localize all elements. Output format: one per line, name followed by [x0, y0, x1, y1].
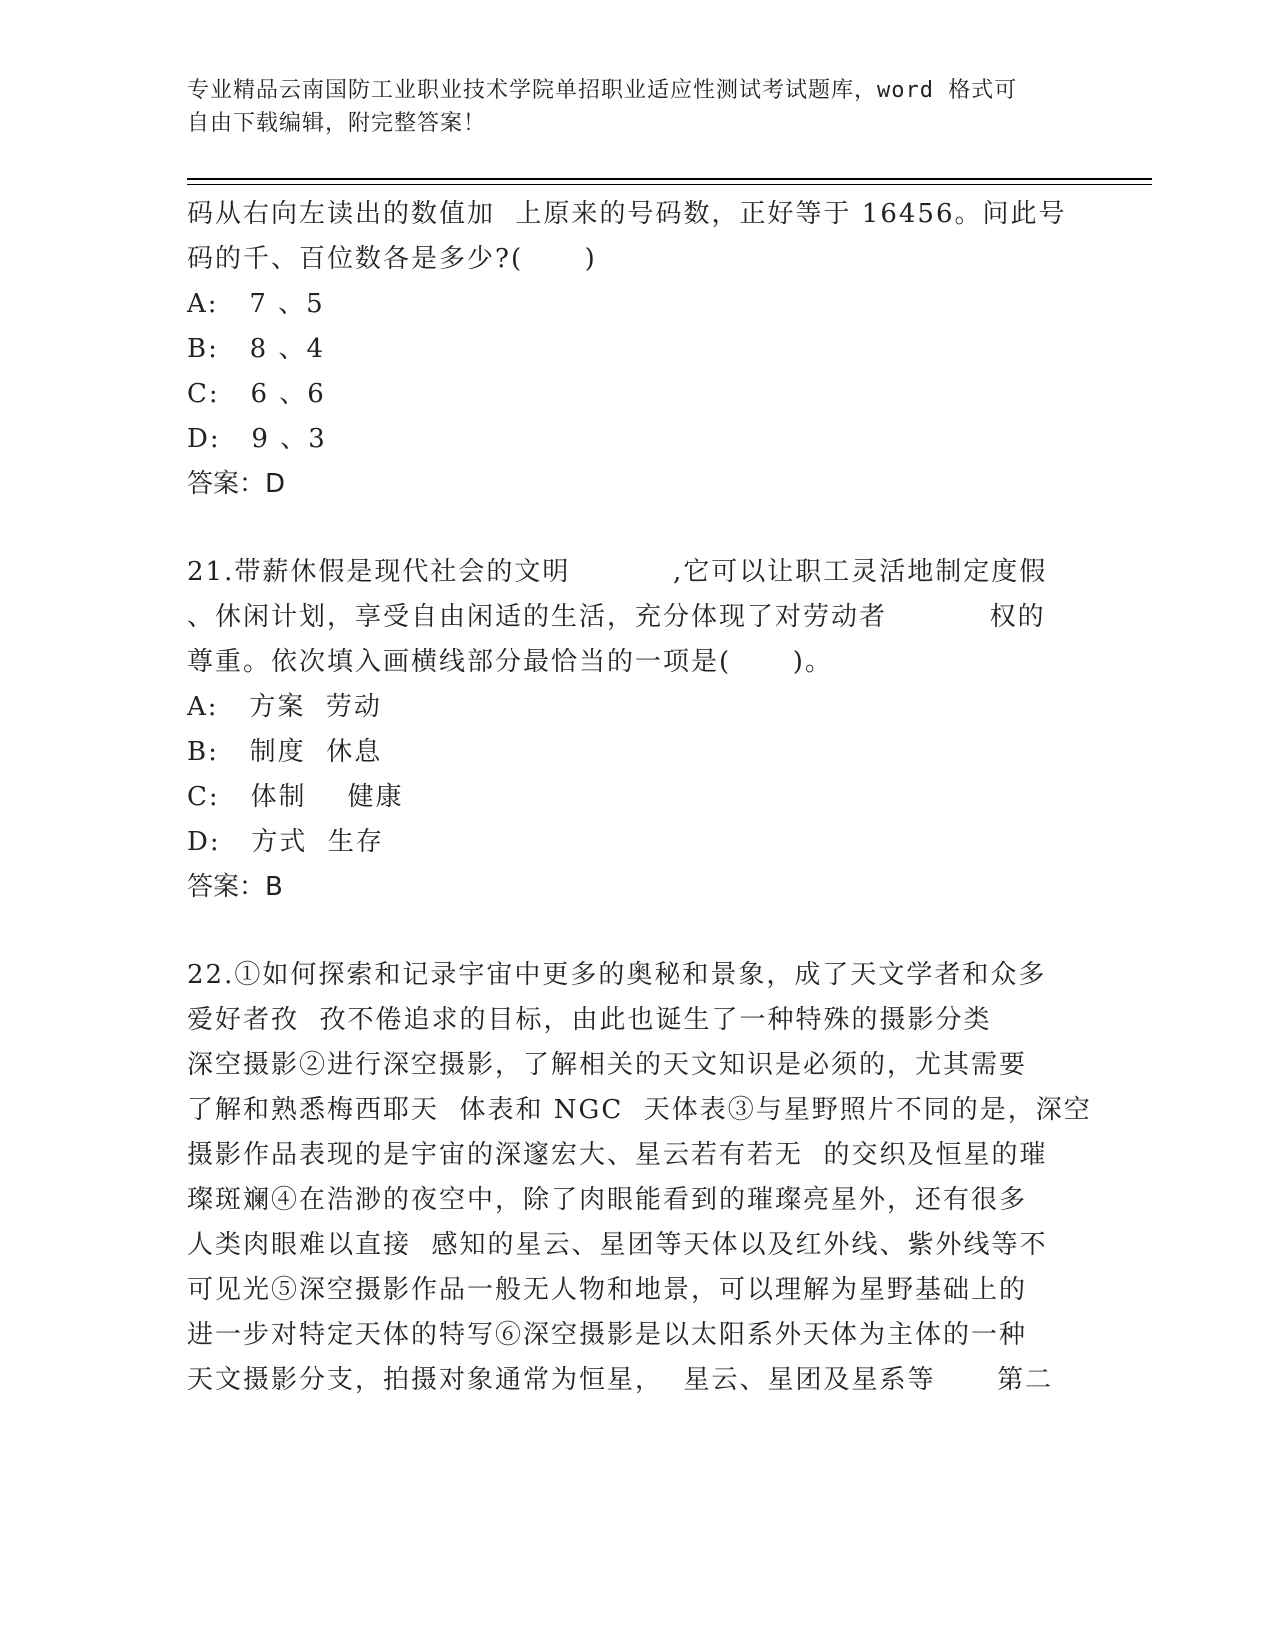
option-c: C: 体制 健康	[187, 782, 404, 812]
option-d: D: 方式 生存	[187, 827, 384, 857]
header-line-1: 专业精品云南国防工业职业技术学院单招职业适应性测试考试题库，word 格式可	[187, 78, 1018, 103]
question-text-line: 21.带薪休假是现代社会的文明 ,它可以让职工灵活地制定度假	[187, 557, 1048, 587]
question-text-line: 人类肉眼难以直接 感知的星云、星团等天体以及红外线、紫外线等不	[187, 1230, 1048, 1260]
answer-line: 答案：B	[187, 872, 283, 902]
question-text-line: 码的千、百位数各是多少?( )	[187, 244, 597, 274]
option-c: C: 6 、6	[187, 379, 326, 409]
question-text-line: 进一步对特定天体的特写⑥深空摄影是以太阳系外天体为主体的一种	[187, 1320, 1028, 1350]
question-text-line: 爱好者孜 孜不倦追求的目标，由此也诞生了一种特殊的摄影分类	[187, 1005, 992, 1035]
option-b: B: 8 、4	[187, 334, 326, 364]
question-text-line: 尊重。依次填入画横线部分最恰当的一项是( )。	[187, 647, 833, 677]
question-text-line: 可见光⑤深空摄影作品一般无人物和地景，可以理解为星野基础上的	[187, 1275, 1028, 1305]
question-20	[187, 192, 1087, 507]
option-a: A: 方案 劳动	[187, 692, 382, 722]
question-text-line: 22.①如何探索和记录宇宙中更多的奥秘和景象，成了天文学者和众多	[187, 960, 1047, 990]
question-text-line: 码从右向左读出的数值加 上原来的号码数，正好等于 16456。问此号	[187, 199, 1067, 229]
answer-line: 答案：D	[187, 469, 286, 499]
option-d: D: 9 、3	[187, 424, 327, 454]
question-text-line: 深空摄影②进行深空摄影，了解相关的天文知识是必须的，尤其需要	[187, 1050, 1028, 1080]
header-line-2: 自由下载编辑，附完整答案！	[187, 111, 487, 136]
header-rule-thick	[187, 178, 1152, 180]
question-text-line: 摄影作品表现的是宇宙的深邃宏大、星云若有若无 的交织及恒星的璀	[187, 1140, 1048, 1170]
page-header	[187, 74, 1087, 140]
question-text-line: 了解和熟悉梅西耶天 体表和 NGC 天体表③与星野照片不同的是，深空	[187, 1095, 1092, 1125]
question-text-line: 璨斑斓④在浩渺的夜空中，除了肉眼能看到的璀璨亮星外，还有很多	[187, 1185, 1028, 1215]
header-rule-thin	[187, 184, 1152, 185]
question-21	[187, 550, 1087, 910]
page-content	[187, 192, 1092, 1403]
question-text-line: 、休闲计划，享受自由闲适的生活，充分体现了对劳动者 权的	[187, 602, 1046, 632]
option-b: B: 制度 休息	[187, 737, 383, 767]
question-text-line: 天文摄影分支，拍摄对象通常为恒星， 星云、星团及星系等 第二	[187, 1365, 1054, 1395]
question-22	[187, 953, 1092, 1403]
option-a: A: 7 、5	[187, 289, 325, 319]
